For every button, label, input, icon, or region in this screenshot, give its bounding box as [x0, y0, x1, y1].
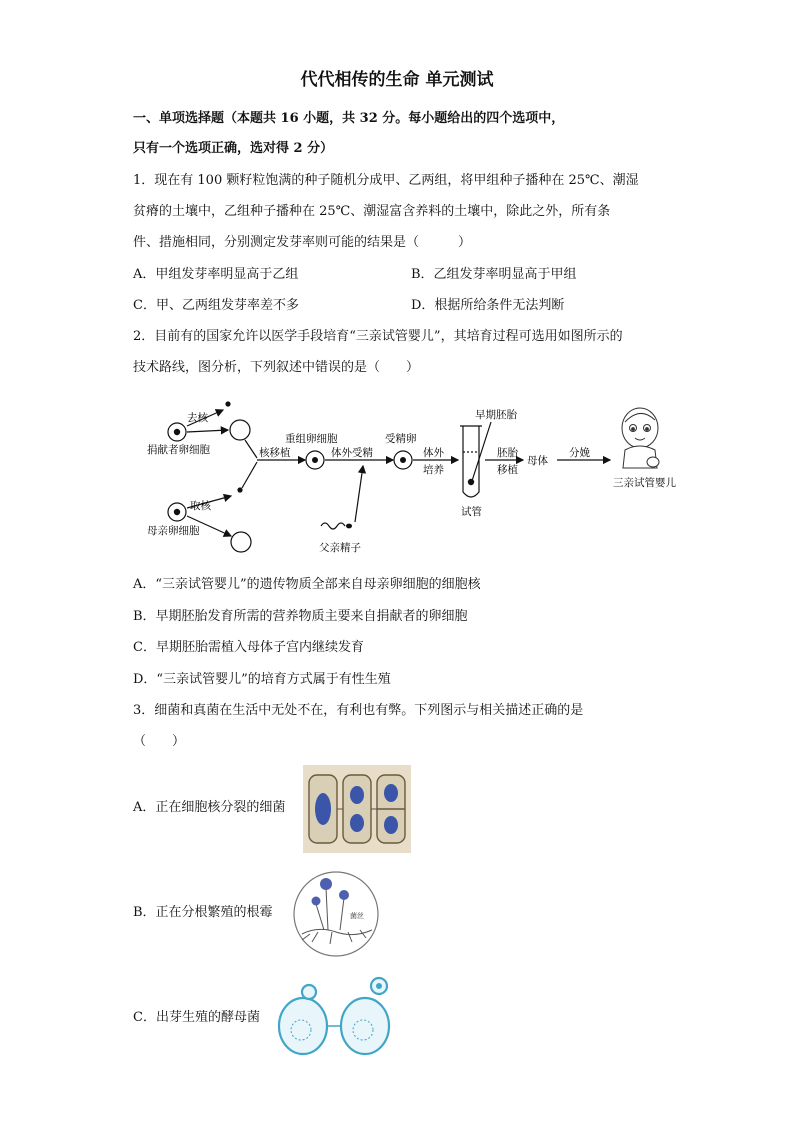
label-baby: 三亲试管婴儿 [613, 477, 676, 489]
bacteria-division-figure [303, 765, 411, 853]
q3-option-c: C．出芽生殖的酵母菌 [133, 1010, 260, 1025]
label-nuclear-transfer: 核移植 [259, 447, 291, 459]
label-embryo: 胚胎 [497, 447, 518, 459]
sperm-icon [321, 523, 345, 529]
label-mother-egg: 母亲卵细胞 [147, 525, 200, 537]
label-test-tube: 试管 [461, 506, 482, 518]
label-recombined-egg: 重组卵细胞 [285, 433, 338, 445]
ivf-process-diagram [135, 390, 695, 560]
mother-egg-remainder-icon [231, 532, 251, 552]
label-culture: 培养 [423, 464, 444, 476]
q1-stem-line3: 件、措施相同，分别测定发芽率则可能的结果是（ ） [133, 235, 472, 250]
label-hyphae: 菌丝 [350, 912, 364, 920]
baby-illustration [622, 408, 659, 468]
page-title: 代代相传的生命 单元测试 [300, 70, 494, 90]
q1-option-d: D．根据所给条件无法判断 [411, 298, 565, 313]
q2-option-b: B．早期胚胎发育所需的营养物质主要来自捐献者的卵细胞 [133, 609, 468, 624]
enucleated-egg-icon [230, 420, 250, 440]
q2-stem-line1: 2．目前有的国家允许以医学手段培育“三亲试管婴儿”，其培育过程可选用如图所示的 [133, 329, 623, 344]
q1-option-c: C．甲、乙两组发芽率差不多 [133, 298, 299, 313]
q1-option-b: B．乙组发芽率明显高于甲组 [411, 267, 577, 282]
label-father-sperm: 父亲精子 [319, 542, 361, 554]
label-in-vitro: 体外 [423, 447, 444, 459]
q3-option-a: A．正在细胞核分裂的细菌 [133, 800, 286, 815]
q2-option-d: D．“三亲试管婴儿”的培育方式属于有性生殖 [133, 672, 391, 687]
label-transfer: 移植 [497, 464, 518, 476]
test-tube-icon [463, 426, 479, 497]
q3-stem-line1: 3．细菌和真菌在生活中无处不在，有利也有弊。下列图示与相关描述正确的是 [133, 703, 584, 718]
label-early-embryo: 早期胚胎 [475, 409, 517, 421]
label-take-nucleus: 取核 [190, 500, 211, 512]
q1-option-a: A．甲组发芽率明显高于乙组 [133, 267, 299, 282]
section-heading-cont: 只有一个选项正确，选对得 2 分） [133, 141, 334, 156]
label-donor-egg: 捐献者卵细胞 [147, 444, 210, 456]
q1-stem-line1: 1．现在有 100 颗籽粒饱满的种子随机分成甲、乙两组，将甲组种子播种在 25℃、潮湿 [133, 173, 639, 188]
q1-stem-line2: 贫瘠的土壤中，乙组种子播种在 25℃、潮湿富含养料的土壤中，除此之外，所有条 [133, 204, 611, 219]
label-remove-nucleus: 去核 [187, 412, 208, 424]
label-mother-body: 母体 [527, 455, 548, 467]
rhizopus-figure [288, 870, 384, 958]
q3-stem-line2: （ ） [133, 734, 186, 749]
yeast-budding-figure [275, 972, 393, 1060]
label-in-vitro-fertilization: 体外受精 [331, 447, 373, 459]
q2-option-a: A．“三亲试管婴儿”的遗传物质全部来自母亲卵细胞的细胞核 [133, 577, 481, 592]
q2-stem-line2: 技术路线，图分析，下列叙述中错误的是（ ） [133, 360, 420, 375]
q3-option-b: B．正在分根繁殖的根霉 [133, 905, 273, 920]
label-fertilized-egg: 受精卵 [385, 433, 417, 445]
q2-option-c: C．早期胚胎需植入母体子宫内继续发育 [133, 640, 364, 655]
label-delivery: 分娩 [569, 447, 590, 459]
section-heading: 一、单项选择题（本题共 16 小题，共 32 分。每小题给出的四个选项中， [133, 111, 565, 126]
